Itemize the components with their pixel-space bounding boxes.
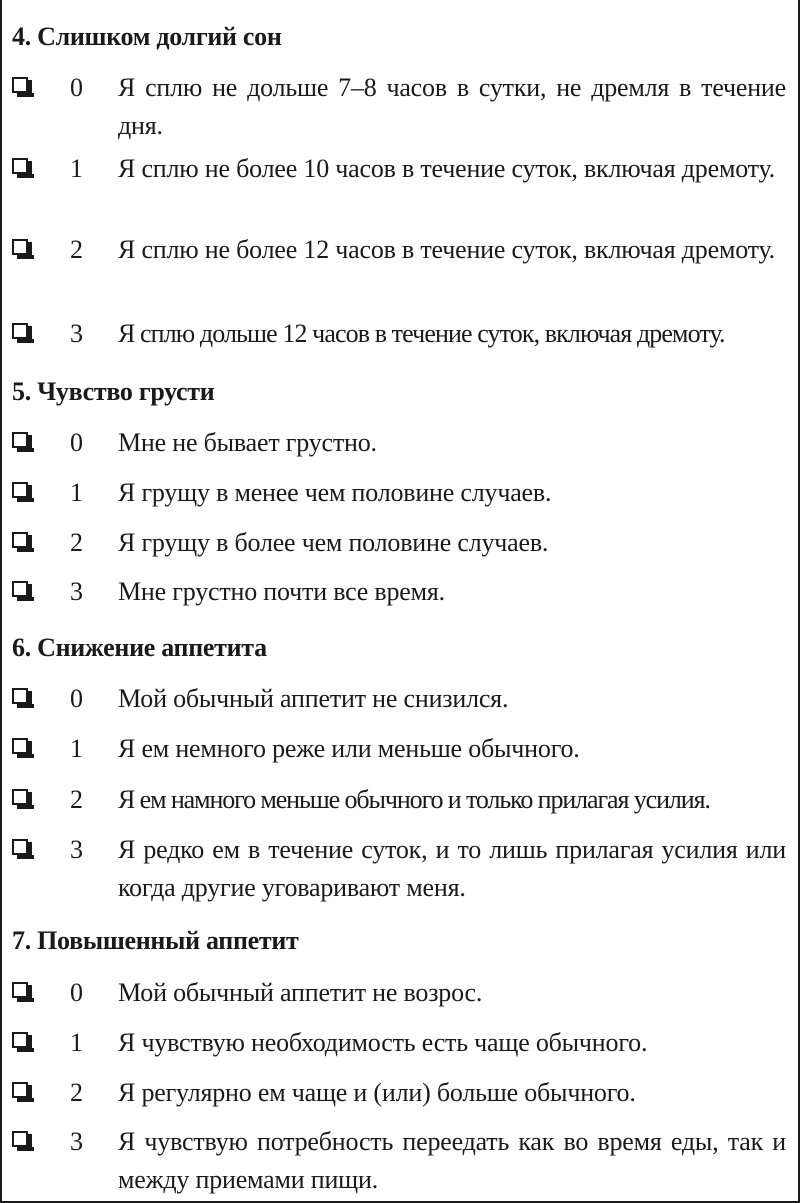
option-score: 1 <box>70 478 83 507</box>
option-score: 0 <box>70 684 83 713</box>
checkbox[interactable] <box>12 323 28 339</box>
option-text: Я ем немного реже или меньше обычного. <box>118 734 580 763</box>
option-text: Я сплю не более 10 часов в течение суток, включая дремоту. <box>118 154 775 183</box>
option-score: 1 <box>70 1028 83 1057</box>
option-score: 2 <box>70 528 83 557</box>
option-score: 2 <box>70 235 83 264</box>
option-score: 0 <box>70 73 83 102</box>
option-text: Я регулярно ем чаще и (или) больше обычного. <box>118 1078 636 1107</box>
section-title: 5. Чувство грусти <box>12 377 215 406</box>
option-score: 2 <box>70 785 83 814</box>
checkbox[interactable] <box>12 581 28 597</box>
option-text: Мне не бывает грустно. <box>118 428 377 457</box>
checkbox[interactable] <box>12 1131 28 1147</box>
option-score: 0 <box>70 428 83 457</box>
checkbox[interactable] <box>12 1032 28 1048</box>
option-text: Мой обычный аппетит не снизился. <box>118 684 509 713</box>
option-text: Мой обычный аппетит не возрос. <box>118 978 483 1007</box>
option-score: 2 <box>70 1078 83 1107</box>
checkbox[interactable] <box>12 532 28 548</box>
checkbox[interactable] <box>12 839 28 855</box>
checkbox[interactable] <box>12 158 28 174</box>
option-text: Я ем намного меньше обычного и только прилагая усилия. <box>118 785 710 814</box>
checkbox[interactable] <box>12 982 28 998</box>
option-score: 3 <box>70 577 83 606</box>
option-score: 1 <box>70 154 83 183</box>
option-text: Я сплю не дольше 7–8 часов в сутки, не дремля в течение дня. <box>118 73 786 140</box>
checkbox[interactable] <box>12 432 28 448</box>
option-score: 3 <box>70 319 83 348</box>
section-title: 6. Снижение аппетита <box>12 633 267 662</box>
option-score: 3 <box>70 1127 83 1156</box>
option-text: Я грущу в менее чем половине случаев. <box>118 478 552 507</box>
option-text: Я сплю дольше 12 часов в течение суток, включая дремоту. <box>118 319 725 348</box>
option-text: Я сплю не более 12 часов в течение суток, включая дремоту. <box>118 235 775 264</box>
option-text: Я грущу в более чем половине случаев. <box>118 528 549 557</box>
option-text: Я чувствую потребность переедать как во время еды, так и между приемами пищи. <box>118 1127 786 1194</box>
section-title: 7. Повышенный аппетит <box>12 926 299 955</box>
option-text: Мне грустно почти все время. <box>118 577 445 606</box>
checkbox[interactable] <box>12 239 28 255</box>
option-score: 0 <box>70 978 83 1007</box>
option-text: Я чувствую необходимость есть чаще обычного. <box>118 1028 648 1057</box>
checkbox[interactable] <box>12 688 28 704</box>
checkbox[interactable] <box>12 789 28 805</box>
option-score: 1 <box>70 734 83 763</box>
checkbox[interactable] <box>12 77 28 93</box>
option-score: 3 <box>70 835 83 864</box>
checkbox[interactable] <box>12 738 28 754</box>
section-title: 4. Слишком долгий сон <box>12 22 282 51</box>
checkbox[interactable] <box>12 482 28 498</box>
option-text: Я редко ем в течение суток, и то лишь прилагая усилия или когда другие уговаривают меня. <box>118 835 786 902</box>
checkbox[interactable] <box>12 1082 28 1098</box>
